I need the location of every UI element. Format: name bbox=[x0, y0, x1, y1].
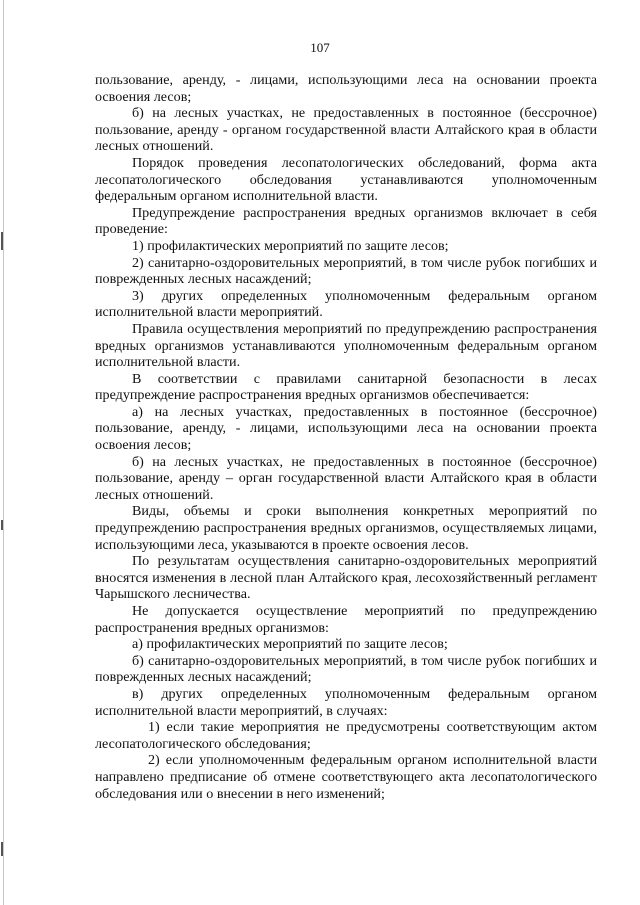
list-item: в) других определенных уполномоченным федеральным органом исполнительной власти мероприятий, в случаях: bbox=[95, 685, 597, 719]
list-item: 3) других определенных уполномоченным федеральным органом исполнительной власти мероприятий. bbox=[95, 287, 597, 321]
paragraph: б) на лесных участках, не предоставленных в постоянное (бессрочное) пользование, аренду - органом государственной власти Алтайского края в области лесных отношений. bbox=[95, 105, 597, 155]
sub-list-item: 2) если уполномоченным федеральным органом исполнительной власти направлено предписание об отмене соответствующего акта лесопатологического обследования или о внесении в него изменений; bbox=[95, 752, 597, 802]
paragraph: Правила осуществления мероприятий по предупреждению распространения вредных организмов устанавливаются уполномоченным федеральным органом исполнительной власти. bbox=[95, 320, 597, 371]
paragraph: Не допускается осуществление мероприятий по предупреждению распространения вредных организмов: bbox=[95, 603, 597, 636]
scan-edge-mark bbox=[1, 232, 3, 250]
paragraph: Виды, объемы и сроки выполнения конкретных мероприятий по предупреждению распространения вредных организмов, осуществляемых лицами, использующими леса, указываются в проекте освоения лесов. bbox=[95, 503, 597, 553]
list-item: б) санитарно-оздоровительных мероприятий, в том числе рубок погибших и поврежденных лесных насаждений; bbox=[95, 652, 597, 686]
page-number: 107 bbox=[310, 40, 330, 55]
body-text bbox=[95, 72, 597, 802]
paragraph: Порядок проведения лесопатологических обследований, форма акта лесопатологического обследования устанавливаются уполномоченным федеральным органом исполнительной власти. bbox=[95, 154, 597, 205]
list-item: 1) профилактических мероприятий по защите лесов; bbox=[132, 237, 449, 254]
paragraph: В соответствии с правилами санитарной безопасности в лесах предупреждение распространения вредных организмов обеспечивается: bbox=[95, 370, 597, 404]
list-item: а) профилактических мероприятий по защите лесов; bbox=[132, 636, 448, 653]
sub-list-item: 1) если такие мероприятия не предусмотрены соответствующим актом лесопатологического обследования; bbox=[95, 719, 597, 752]
scan-edge-mark bbox=[1, 520, 3, 530]
list-item: б) на лесных участках, не предоставленных в постоянное (бессрочное) пользование, аренду – орган государственной власти Алтайского края в области лесных отношений. bbox=[95, 453, 597, 503]
paragraph: Предупреждение распространения вредных организмов включает в себя проведение: bbox=[95, 204, 597, 238]
list-item: 2) санитарно-оздоровительных мероприятий, в том числе рубок погибших и поврежденных лесных насаждений; bbox=[95, 254, 597, 288]
paragraph: По результатам осуществления санитарно-оздоровительных мероприятий вносятся изменения в лесной план Алтайского края, лесохозяйственный регламент Чарышского лесничества. bbox=[95, 553, 597, 603]
scan-edge-mark bbox=[1, 842, 3, 856]
scan-edge-line bbox=[3, 0, 4, 905]
list-item: а) на лесных участках, предоставленных в постоянное (бессрочное) пользование, аренду, - лицами, использующими леса на основании проекта освоения лесов; bbox=[95, 403, 597, 454]
paragraph: пользование, аренду, - лицами, использующими леса на основании проекта освоения лесов; bbox=[95, 72, 597, 105]
